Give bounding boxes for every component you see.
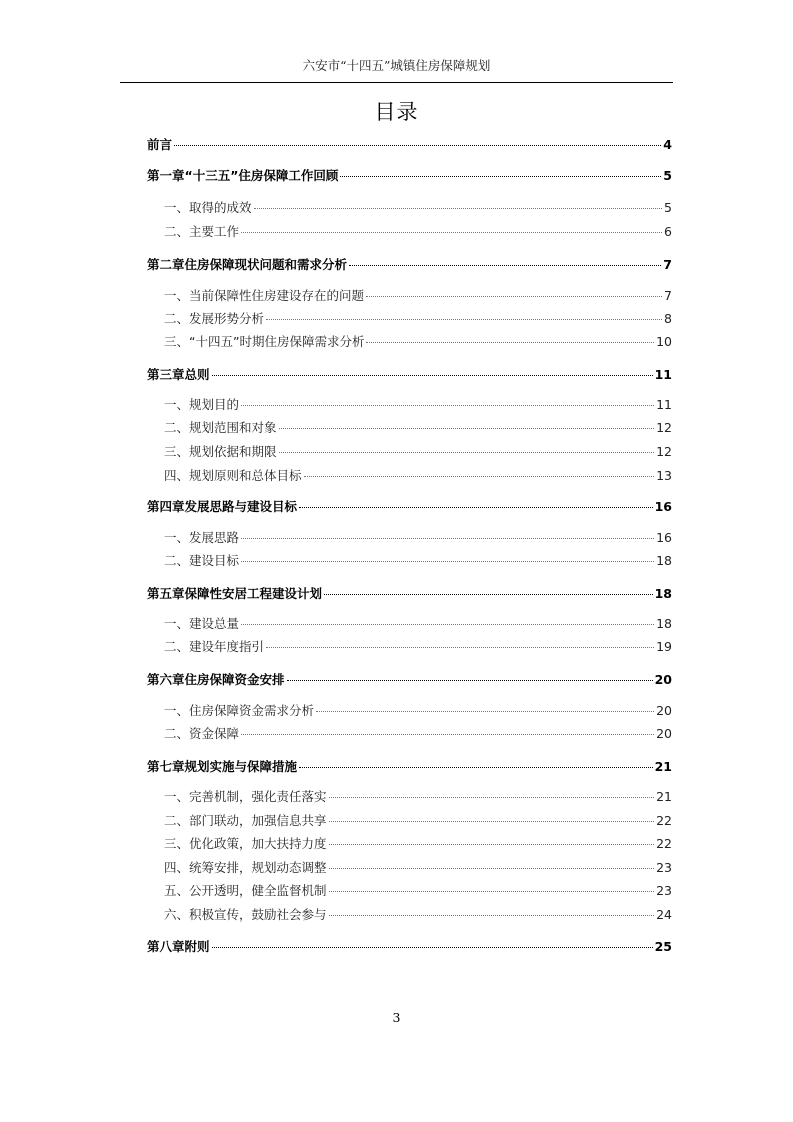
toc-chapter-entry[interactable]: [147, 167, 672, 185]
toc-page-number: 4: [663, 137, 672, 152]
toc-page-number: 24: [656, 907, 672, 922]
toc-entry-label: 二、资金保障: [164, 726, 240, 741]
toc-page-number: 20: [656, 703, 672, 718]
toc-chapter-entry[interactable]: [147, 938, 672, 956]
dot-leader: [316, 711, 654, 712]
toc-section-entry[interactable]: [164, 859, 672, 877]
toc-section-entry[interactable]: [164, 287, 672, 305]
dot-leader: [329, 797, 655, 798]
dot-leader: [299, 507, 653, 508]
toc-entry-label: 四、统筹安排，规划动态调整: [164, 860, 327, 875]
toc-page-number: 12: [656, 420, 672, 435]
toc-section-entry[interactable]: [164, 615, 672, 633]
toc-section-entry[interactable]: [164, 223, 672, 241]
toc-page-number: 22: [656, 836, 672, 851]
toc-page-number: 21: [656, 789, 672, 804]
dot-leader: [266, 319, 662, 320]
toc-page-number: 6: [664, 224, 672, 239]
toc-section-entry[interactable]: [164, 788, 672, 806]
toc-page-number: 23: [656, 860, 672, 875]
dot-leader: [329, 891, 655, 892]
toc-page-number: 25: [654, 939, 672, 954]
dot-leader: [287, 680, 653, 681]
toc-section-entry[interactable]: [164, 906, 672, 924]
dot-leader: [241, 624, 654, 625]
dot-leader: [329, 821, 655, 822]
toc-page-number: 20: [654, 672, 672, 687]
dot-leader: [266, 647, 654, 648]
toc-section-entry[interactable]: [164, 638, 672, 656]
toc-page-number: 19: [656, 639, 672, 654]
toc-page-number: 7: [664, 288, 672, 303]
toc-page-number: 7: [663, 257, 672, 272]
dot-leader: [212, 375, 653, 376]
toc-entry-label: 第三章总则: [147, 367, 210, 382]
toc-section-entry[interactable]: [164, 529, 672, 547]
toc-page-number: 8: [664, 311, 672, 326]
page-number: 3: [392, 1010, 401, 1025]
toc-title: 目录: [374, 100, 419, 124]
dot-leader: [212, 947, 653, 948]
toc-entry-label: 一、完善机制，强化责任落实: [164, 789, 327, 804]
dot-leader: [174, 145, 661, 146]
toc-page-number: 5: [664, 200, 672, 215]
dot-leader: [366, 296, 662, 297]
toc-entry-label: 二、建设年度指引: [164, 639, 265, 654]
toc-chapter-entry[interactable]: [147, 498, 672, 516]
toc-entry-label: 二、主要工作: [164, 224, 240, 239]
toc-chapter-entry[interactable]: [147, 366, 672, 384]
toc-entry-label: 一、建设总量: [164, 616, 240, 631]
dot-leader: [254, 208, 663, 209]
toc-entry-label: 第一章“十三五”住房保障工作回顾: [147, 168, 339, 183]
dot-leader: [329, 915, 655, 916]
toc-section-entry[interactable]: [164, 419, 672, 437]
toc-entry-label: 第五章保障性安居工程建设计划: [147, 586, 323, 601]
toc-page-number: 16: [654, 499, 672, 514]
toc-entry-label: 二、规划范围和对象: [164, 420, 277, 435]
toc-entry-label: 第七章规划实施与保障措施: [147, 759, 298, 774]
toc-section-entry[interactable]: [164, 396, 672, 414]
toc-chapter-entry[interactable]: [147, 256, 672, 274]
toc-entry-label: 前言: [147, 137, 173, 152]
toc-entry-label: 六、积极宣传，鼓励社会参与: [164, 907, 327, 922]
dot-leader: [241, 734, 654, 735]
toc-page-number: 13: [656, 468, 672, 483]
toc-section-entry[interactable]: [164, 552, 672, 570]
dot-leader: [241, 232, 662, 233]
toc-entry-label: 二、发展形势分析: [164, 311, 265, 326]
toc-entry-label: 三、规划依据和期限: [164, 444, 277, 459]
toc-page-number: 12: [656, 444, 672, 459]
toc-section-entry[interactable]: [164, 333, 672, 351]
toc-entry-label: 二、部门联动，加强信息共享: [164, 813, 327, 828]
toc-entry-label: 五、公开透明，健全监督机制: [164, 883, 327, 898]
toc-section-entry[interactable]: [164, 443, 672, 461]
toc-page-number: 22: [656, 813, 672, 828]
toc-page-number: 20: [656, 726, 672, 741]
toc-page-number: 21: [654, 759, 672, 774]
dot-leader: [329, 844, 655, 845]
toc-section-entry[interactable]: [164, 467, 672, 485]
toc-entry-label: 第四章发展思路与建设目标: [147, 499, 298, 514]
toc-section-entry[interactable]: [164, 310, 672, 328]
dot-leader: [349, 265, 661, 266]
toc-page-number: 23: [656, 883, 672, 898]
toc-page-number: 11: [654, 367, 672, 382]
dot-leader: [304, 476, 655, 477]
dot-leader: [279, 428, 655, 429]
toc-section-entry[interactable]: [164, 812, 672, 830]
toc-page-number: 16: [656, 530, 672, 545]
toc-entry-label: 一、发展思路: [164, 530, 240, 545]
dot-leader: [340, 176, 661, 177]
toc-page-number: 11: [656, 397, 672, 412]
toc-entry-label: 三、优化政策，加大扶持力度: [164, 836, 327, 851]
toc-entry-label: 第二章住房保障现状问题和需求分析: [147, 257, 348, 272]
toc-page-number: 18: [656, 616, 672, 631]
toc-page-number: 5: [663, 168, 672, 183]
dot-leader: [324, 594, 653, 595]
dot-leader: [241, 561, 654, 562]
toc-entry-label: 一、取得的成效: [164, 200, 252, 215]
dot-leader: [241, 405, 654, 406]
toc-entry-label: 一、当前保障性住房建设存在的问题: [164, 288, 365, 303]
toc-page-number: 18: [654, 586, 672, 601]
toc-chapter-entry[interactable]: [147, 585, 672, 603]
dot-leader: [241, 538, 654, 539]
dot-leader: [299, 767, 653, 768]
toc-entry-label: 三、“十四五”时期住房保障需求分析: [164, 334, 365, 349]
dot-leader: [329, 868, 655, 869]
toc-page-number: 18: [656, 553, 672, 568]
toc-entry-label: 二、建设目标: [164, 553, 240, 568]
toc-chapter-entry[interactable]: [147, 136, 672, 154]
toc-section-entry[interactable]: [164, 725, 672, 743]
toc-entry-label: 一、住房保障资金需求分析: [164, 703, 315, 718]
toc-section-entry[interactable]: [164, 199, 672, 217]
toc-entry-label: 第六章住房保障资金安排: [147, 672, 285, 687]
toc-page-number: 10: [656, 334, 672, 349]
toc-entry-label: 四、规划原则和总体目标: [164, 468, 302, 483]
toc-entry-label: 一、规划目的: [164, 397, 240, 412]
toc-chapter-entry[interactable]: [147, 671, 672, 689]
toc-section-entry[interactable]: [164, 882, 672, 900]
toc-chapter-entry[interactable]: [147, 758, 672, 776]
toc-entry-label: 第八章附则: [147, 939, 210, 954]
dot-leader: [279, 452, 655, 453]
toc-section-entry[interactable]: [164, 702, 672, 720]
dot-leader: [366, 342, 654, 343]
running-header: 六安市“十四五”城镇住房保障规划: [302, 58, 491, 73]
toc-section-entry[interactable]: [164, 835, 672, 853]
